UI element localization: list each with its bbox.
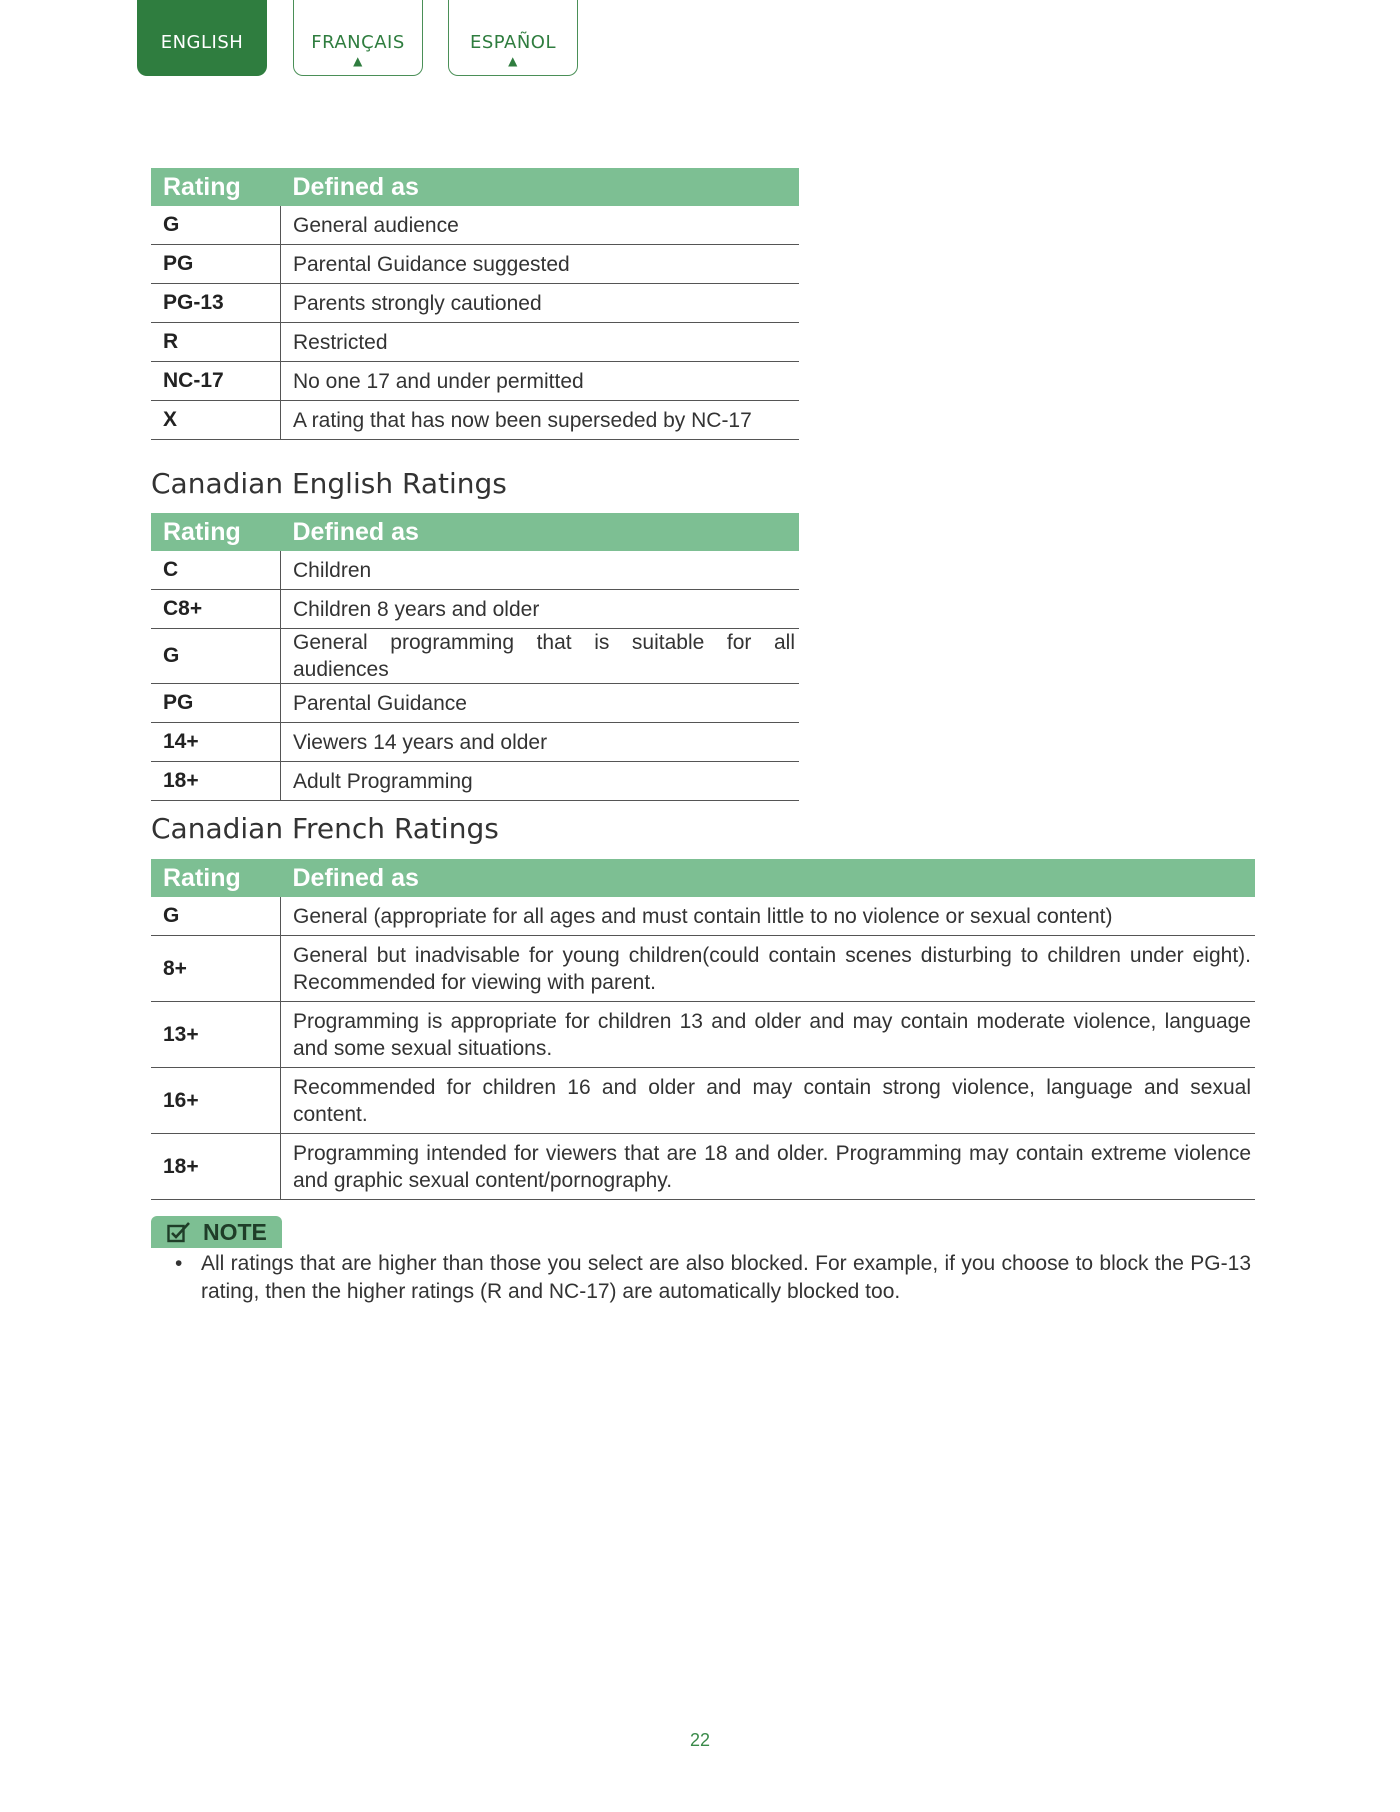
rating-definition: General programming that is suitable for all audiences: [281, 629, 800, 684]
rating-definition: Children: [281, 551, 800, 590]
table-row: [151, 323, 799, 362]
page-number: 22: [689, 1730, 711, 1750]
rating-definition: Parents strongly cautioned: [281, 284, 800, 323]
rating-code: 18+: [151, 1134, 281, 1200]
table-row: [151, 284, 799, 323]
rating-code: PG: [151, 245, 281, 284]
table-row: [151, 551, 799, 590]
header-defined-as: Defined as: [281, 168, 800, 206]
rating-code: G: [151, 897, 281, 936]
table-row: [151, 897, 1255, 936]
rating-code: G: [151, 206, 281, 245]
note-badge: [151, 1216, 282, 1248]
table-row: [151, 936, 1255, 1002]
rating-code: R: [151, 323, 281, 362]
table-row: [151, 1002, 1255, 1068]
rating-definition: Programming intended for viewers that are 18 and older. Programming may contain extreme violence and graphic sexual content/pornography.: [281, 1134, 1256, 1200]
rating-definition: A rating that has now been superseded by NC-17: [281, 401, 800, 440]
header-rating: Rating: [151, 168, 281, 206]
rating-code: NC-17: [151, 362, 281, 401]
header-defined-as: Defined as: [281, 513, 800, 551]
table-row: [151, 245, 799, 284]
table-row: [151, 362, 799, 401]
tab-english-label: ENGLISH: [160, 32, 244, 53]
rating-code: 8+: [151, 936, 281, 1002]
tab-espanol-label: ESPAÑOL: [470, 32, 556, 53]
table-row: [151, 723, 799, 762]
checkbox-edit-icon: [167, 1221, 191, 1243]
rating-code: 14+: [151, 723, 281, 762]
rating-code: 18+: [151, 762, 281, 801]
rating-definition: Adult Programming: [281, 762, 800, 801]
table-row: [151, 590, 799, 629]
table-header-row: [151, 513, 799, 551]
table-header-row: [151, 168, 799, 206]
tab-francais-label: FRANÇAIS: [311, 32, 405, 53]
rating-definition: Restricted: [281, 323, 800, 362]
table-row: [151, 401, 799, 440]
header-rating: Rating: [151, 513, 281, 551]
rating-definition: No one 17 and under permitted: [281, 362, 800, 401]
note-text: All ratings that are higher than those you select are also blocked. For example, if you choose to block the PG-13 rating, then the higher ratings (R and NC-17) are automatically blocked too.: [201, 1252, 1251, 1303]
rating-definition: General audience: [281, 206, 800, 245]
rating-definition: Parental Guidance suggested: [281, 245, 800, 284]
rating-code: 13+: [151, 1002, 281, 1068]
up-arrow-icon: ▲: [353, 54, 363, 68]
note-label: NOTE: [203, 1218, 267, 1245]
tab-espanol[interactable]: [448, 0, 578, 76]
rating-code: PG-13: [151, 284, 281, 323]
rating-code: G: [151, 629, 281, 684]
rating-code: PG: [151, 684, 281, 723]
table-row: [151, 1134, 1255, 1200]
rating-definition: General (appropriate for all ages and must contain little to no violence or sexual content): [281, 897, 1256, 936]
table-row: [151, 762, 799, 801]
rating-definition: General but inadvisable for young children(could contain scenes disturbing to children under eight). Recommended for viewing with parent.: [281, 936, 1256, 1002]
rating-definition: Recommended for children 16 and older and may contain strong violence, language and sexual content.: [281, 1068, 1256, 1134]
tab-english[interactable]: [137, 0, 267, 76]
table-row: [151, 629, 799, 684]
header-defined-as: Defined as: [281, 859, 1256, 897]
table-row: [151, 206, 799, 245]
rating-definition: Programming is appropriate for children 13 and older and may contain moderate violence, language and some sexual situations.: [281, 1002, 1256, 1068]
bullet-icon: •: [175, 1252, 183, 1275]
tab-francais[interactable]: [293, 0, 423, 76]
section-title-canadian-english: Canadian English Ratings: [151, 467, 507, 500]
canadian-french-ratings-table: [151, 859, 1255, 1200]
rating-definition: Viewers 14 years and older: [281, 723, 800, 762]
rating-code: C: [151, 551, 281, 590]
rating-code: 16+: [151, 1068, 281, 1134]
table-row: [151, 1068, 1255, 1134]
rating-definition: Children 8 years and older: [281, 590, 800, 629]
rating-code: X: [151, 401, 281, 440]
table-header-row: [151, 859, 1255, 897]
header-rating: Rating: [151, 859, 281, 897]
rating-definition: Parental Guidance: [281, 684, 800, 723]
table-row: [151, 684, 799, 723]
canadian-english-ratings-table: [151, 513, 799, 801]
up-arrow-icon: ▲: [508, 54, 518, 68]
section-title-canadian-french: Canadian French Ratings: [151, 812, 499, 845]
rating-code: C8+: [151, 590, 281, 629]
us-ratings-table: [151, 168, 799, 440]
